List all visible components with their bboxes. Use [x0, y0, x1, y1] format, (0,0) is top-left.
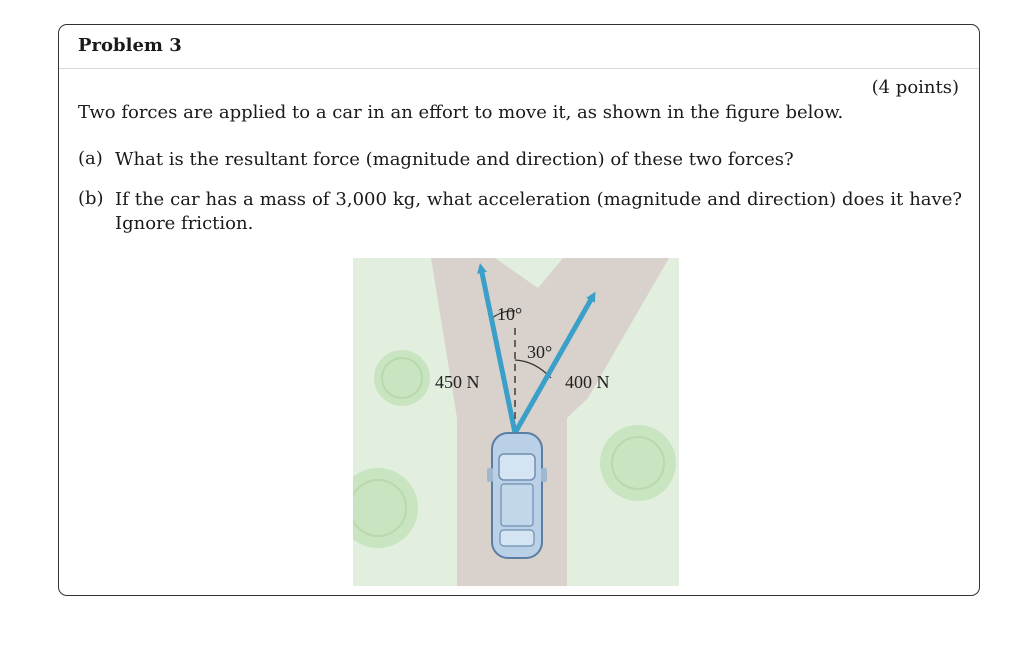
- part-a-label: (a): [78, 148, 103, 169]
- force-label-left: 450 N: [435, 372, 480, 392]
- figure-svg: [353, 258, 679, 586]
- force-label-right: 400 N: [565, 372, 610, 392]
- tree-left-top-icon: [374, 350, 430, 406]
- part-a: [78, 148, 962, 172]
- problem-intro: Two forces are applied to a car in an effort to move it, as shown in the figure below.: [78, 102, 844, 123]
- angle-label-right: 30°: [527, 342, 553, 362]
- part-a-text: What is the resultant force (magnitude and direction) of these two forces?: [115, 149, 794, 170]
- part-b: [78, 188, 962, 236]
- part-b-text: If the car has a mass of 3,000 kg, what acceleration (magnitude and direction) does it have? Ignore friction.: [115, 189, 962, 234]
- car-icon: [487, 433, 547, 558]
- car-forces-figure: [353, 258, 679, 586]
- points-label: (4 points): [871, 77, 959, 98]
- angle-label-left: 10°: [497, 304, 523, 324]
- problem-card: [58, 24, 980, 596]
- tree-right-icon: [600, 425, 676, 501]
- problem-title: Problem 3: [59, 25, 979, 69]
- part-b-label: (b): [78, 188, 104, 209]
